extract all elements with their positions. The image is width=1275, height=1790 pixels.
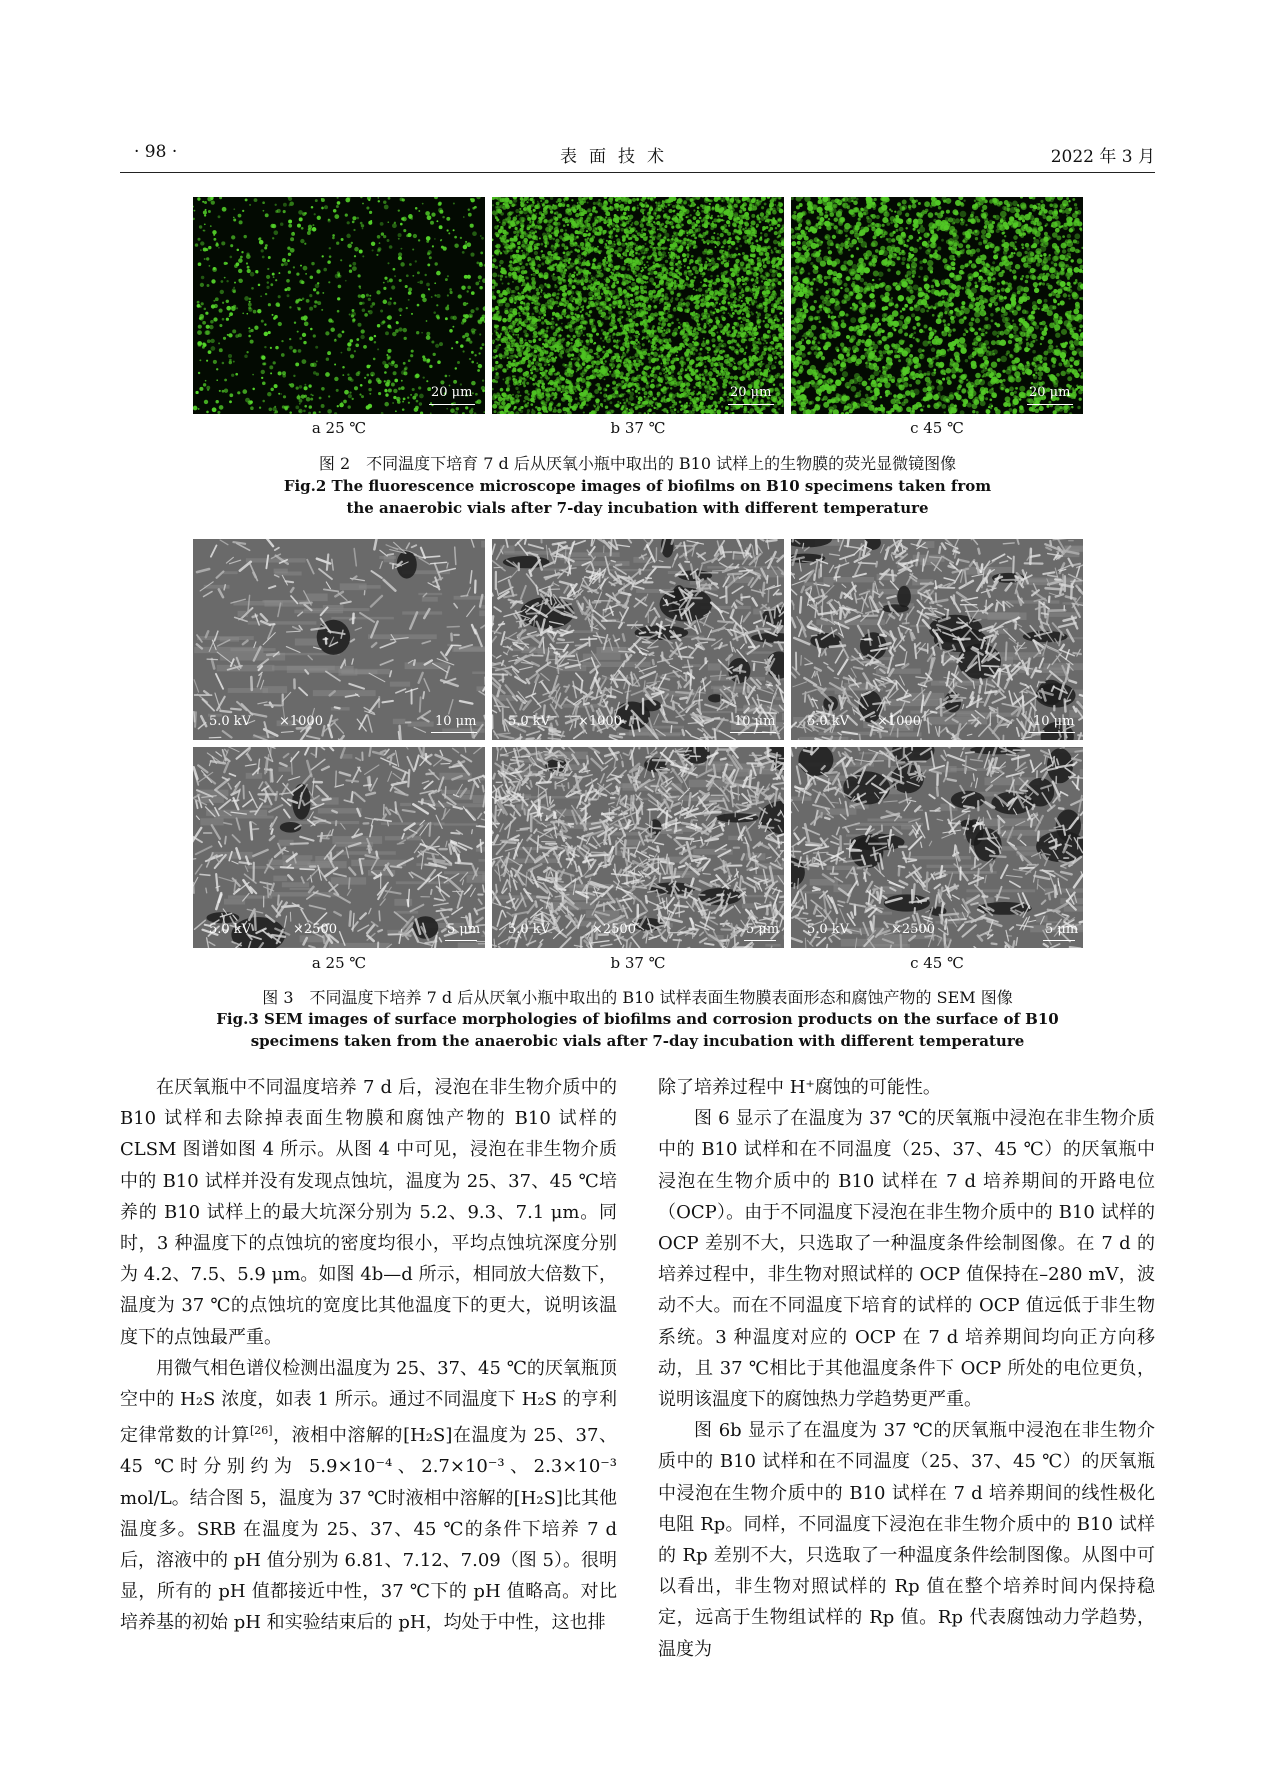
scale-bar	[445, 940, 477, 941]
fig3-panel-b1	[492, 539, 784, 740]
body-paragraph: 图 6b 显示了在温度为 37 ℃的厌氧瓶中浸泡在非生物介质中的 B10 试样和在不同温度（25、37、45 ℃）的厌氧瓶中浸泡在生物介质中的 B10 试样在 7 d 培养期间的线性极化电阻 Rp。同样，不同温度下浸泡在非生物介质中的 B10 试样的 Rp 差别不大，只选取了一种温度条件绘制图像。从图中可以看出，非生物对照试样的 Rp 值在整个培养时间内保持稳定，远高于生物组试样的 Rp 值。Rp 代表腐蚀动力学趋势，温度为	[658, 1420, 1155, 1660]
fig3-panel-c1-image	[791, 539, 1083, 740]
scale-bar	[429, 404, 475, 405]
fig3-panel-a1	[193, 539, 485, 740]
fig2-label-b: b 37 ℃	[610, 419, 666, 437]
sem-magnification: ×2500	[293, 922, 337, 937]
scale-bar-label: 20 μm	[431, 385, 473, 400]
citation-ref: [26]	[249, 1424, 273, 1438]
sem-magnification: ×1000	[279, 714, 323, 729]
scale-bar-label: 20 μm	[1029, 385, 1071, 400]
fig2-label-a: a 25 ℃	[311, 419, 367, 437]
scale-bar-label: 5 μm	[1045, 922, 1079, 937]
scale-bar	[744, 940, 776, 941]
fig2-caption-cn: 图 2 不同温度下培育 7 d 后从厌氧小瓶中取出的 B10 试样上的生物膜的荧光显微镜图像	[318, 454, 957, 473]
body-paragraph-continued: 除了培养过程中 H⁺腐蚀的可能性。	[658, 1077, 941, 1098]
body-paragraph	[120, 1353, 617, 1639]
fig2-panel-b	[492, 197, 784, 414]
sem-magnification: ×2500	[592, 922, 636, 937]
text-run: 用微气相色谱仪检测出温度为 25、37、45 ℃的厌氧瓶顶空中的 H₂S 浓度，如表 1 所示。通过不同温度下 H₂S 的亨利定律常数的计算	[120, 1357, 617, 1447]
scale-bar-label: 20 μm	[730, 385, 772, 400]
sem-magnification: ×1000	[578, 714, 622, 729]
fig2-caption-en-1: Fig.2 The fluorescence microscope images of biofilms on B10 specimens taken from	[283, 477, 992, 495]
fig3-caption-en-2: specimens taken from the anaerobic vials after 7-day incubation with different temperature	[250, 1032, 1025, 1050]
sem-voltage: 5.0 kV	[807, 922, 850, 937]
sem-voltage: 5.0 kV	[807, 714, 850, 729]
fig3-label-b: b 37 ℃	[610, 954, 666, 972]
page-number: · 98 ·	[134, 142, 178, 162]
header-rule	[120, 172, 1155, 173]
fig3-panel-c2	[791, 747, 1083, 948]
scale-bar	[728, 404, 774, 405]
fig3-caption-en-1: Fig.3 SEM images of surface morphologies of biofilms and corrosion products on the surface of B10	[216, 1010, 1059, 1028]
scale-bar-label: 10 μm	[435, 714, 477, 729]
fig3-caption-cn: 图 3 不同温度下培养 7 d 后从厌氧小瓶中取出的 B10 试样表面生物膜表面形态和腐蚀产物的 SEM 图像	[262, 988, 1013, 1007]
fig3-label-a: a 25 ℃	[311, 954, 367, 972]
fig3-panel-c1	[791, 539, 1083, 740]
scale-bar-label: 5 μm	[447, 922, 481, 937]
fig3-panel-b1-image	[492, 539, 784, 740]
sem-magnification: ×2500	[891, 922, 935, 937]
scale-bar-label: 10 μm	[1033, 714, 1075, 729]
fig3-panel-a2-image	[193, 747, 485, 948]
journal-title: 表面技术	[560, 147, 676, 167]
fig3-panel-c2-image	[791, 747, 1083, 948]
issue-date: 2022 年 3 月	[1050, 147, 1155, 167]
body-paragraph: 在厌氧瓶中不同温度培养 7 d 后，浸泡在非生物介质中的 B10 试样和去除掉表面生物膜和腐蚀产物的 B10 试样的 CLSM 图谱如图 4 所示。从图 4 中可见，浸泡在非生物介质中的 B10 试样并没有发现点蚀坑，温度为 25、37、45 ℃培养的 B10 试样上的最大坑深分别为 5.2、9.3、7.1 μm。同时，3 种温度下的点蚀坑的密度均很小，平均点蚀坑深度分别为 4.2、7.5、5.9 μm。如图 4b—d 所示，相同放大倍数下，温度为 37 ℃的点蚀坑的宽度比其他温度下的更大，说明该温度下的点蚀最严重。	[120, 1077, 617, 1348]
body-left-column	[120, 1072, 617, 1639]
fig3-panel-b2-image	[492, 747, 784, 948]
sem-voltage: 5.0 kV	[508, 922, 551, 937]
sem-voltage: 5.0 kV	[209, 922, 252, 937]
scale-bar-label: 10 μm	[734, 714, 776, 729]
fig2-panel-a-image	[193, 197, 485, 414]
body-right-column	[658, 1072, 1155, 1665]
fig2-panel-c-image	[791, 197, 1083, 414]
fig3-panel-a2	[193, 747, 485, 948]
scale-bar	[1027, 404, 1073, 405]
scale-bar	[431, 732, 477, 733]
sem-magnification: ×1000	[877, 714, 921, 729]
sem-voltage: 5.0 kV	[508, 714, 551, 729]
fig3-panel-b2	[492, 747, 784, 948]
scale-bar	[730, 732, 776, 733]
fig2-panel-b-image	[492, 197, 784, 414]
body-paragraph: 图 6 显示了在温度为 37 ℃的厌氧瓶中浸泡在非生物介质中的 B10 试样和在不同温度（25、37、45 ℃）的厌氧瓶中浸泡在生物介质中的 B10 试样在 7 d 培养期间的开路电位（OCP）。由于不同温度下浸泡在非生物介质中的 B10 试样的 OCP 差别不大，只选取了一种温度条件绘制图像。在 7 d 的培养过程中，非生物对照试样的 OCP 值保持在–280 mV，波动不大。而在不同温度下培育的试样的 OCP 值远低于非生物系统。3 种温度对应的 OCP 在 7 d 培养期间均向正方向移动，且 37 ℃相比于其他温度条件下 OCP 所处的电位更负，说明该温度下的腐蚀热力学趋势更严重。	[658, 1108, 1155, 1411]
fig3-label-c: c 45 ℃	[910, 954, 964, 972]
fig2-caption-en-2: the anaerobic vials after 7-day incubation with different temperature	[346, 499, 929, 517]
fig3-panel-a1-image	[193, 539, 485, 740]
text-run: ，液相中溶解的[H₂S]在温度为 25、37、45 ℃时分别约为 5.9×10⁻⁴、2.7×10⁻³、2.3×10⁻³ mol/L。结合图 5，温度为 37 ℃时液相中溶解的[H₂S]比其他温度多。SRB 在温度为 25、37、45 ℃的条件下培养 7 d 后，溶液中的 pH 值分别为 6.81、7.12、7.09（图 5）。很明显，所有的 pH 值都接近中性，37 ℃下的 pH 值略高。对比培养基的初始 pH 和实验结束后的 pH，均处于中性，这也排	[120, 1425, 617, 1634]
fig2-panel-c	[791, 197, 1083, 414]
scale-bar	[1029, 732, 1075, 733]
scale-bar	[1043, 940, 1075, 941]
fig2-label-c: c 45 ℃	[910, 419, 964, 437]
scale-bar-label: 5 μm	[746, 922, 780, 937]
running-header	[120, 142, 1155, 172]
fig2-panel-a	[193, 197, 485, 414]
sem-voltage: 5.0 kV	[209, 714, 252, 729]
